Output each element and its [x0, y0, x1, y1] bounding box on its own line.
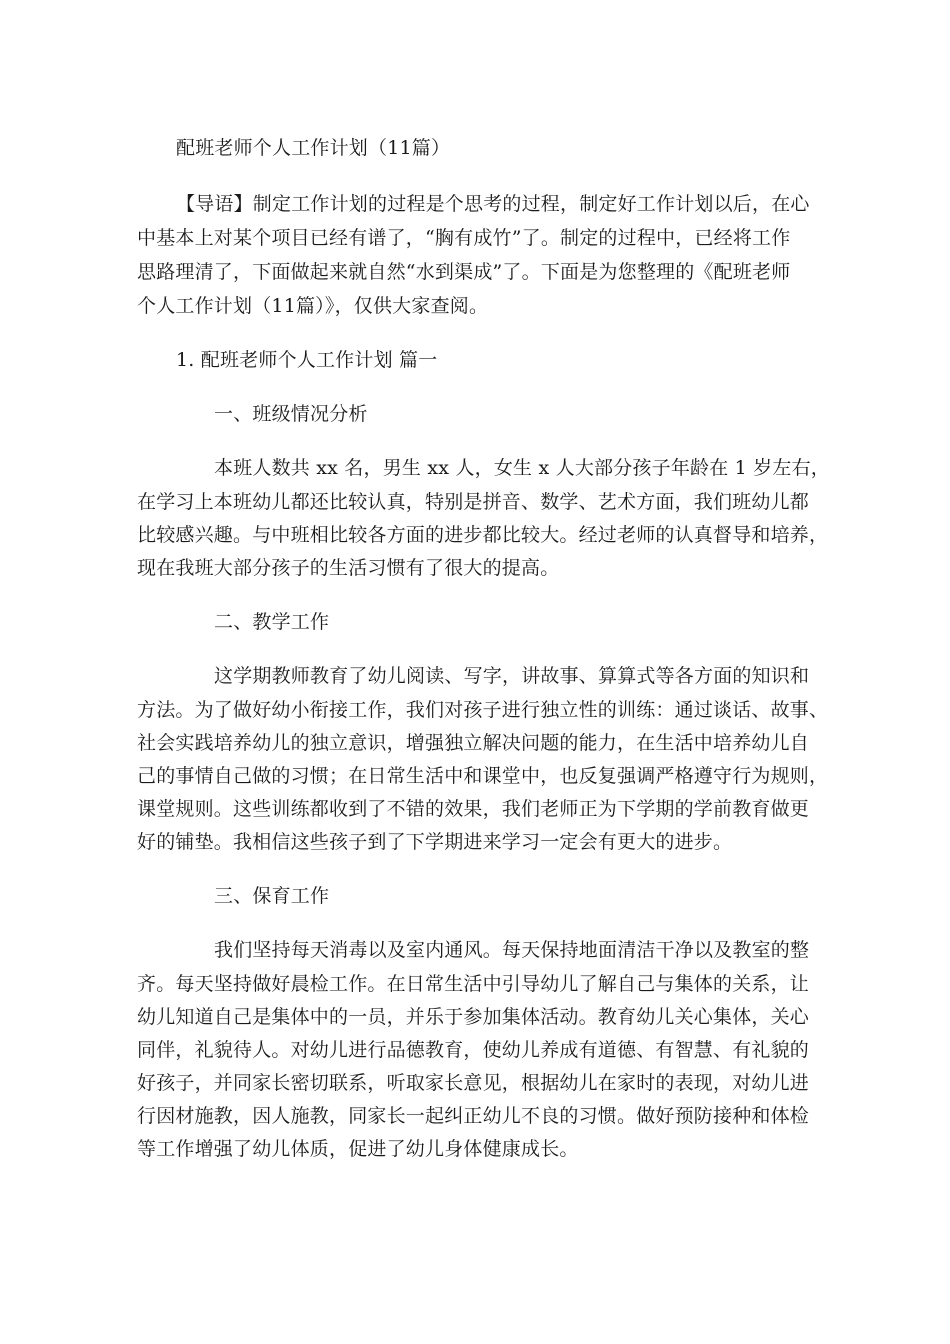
intro-line: 中基本上对某个项目已经有谱了，“胸有成竹”了。制定的过程中，已经将工作	[137, 227, 791, 249]
paragraph-line: 现在我班大部分孩子的生活习惯有了很大的提高。	[137, 557, 560, 579]
paragraph-line: 社会实践培养幼儿的独立意识，增强独立解决问题的能力，在生活中培养幼儿自	[137, 732, 810, 754]
paragraph-line: 齐。每天坚持做好晨检工作。在日常生活中引导幼儿了解自己与集体的关系，让	[137, 973, 810, 995]
chapter-heading: 1. 配班老师个人工作计划 篇一	[176, 349, 438, 371]
paragraph-line: 好孩子，并同家长密切联系，听取家长意见，根据幼儿在家时的表现，对幼儿进	[137, 1072, 810, 1094]
paragraph-line: 本班人数共 xx 名，男生 xx 人，女生 x 人大部分孩子年龄在 1 岁左右，	[214, 457, 830, 479]
paragraph-line: 等工作增强了幼儿体质，促进了幼儿身体健康成长。	[137, 1138, 579, 1160]
paragraph-line: 幼儿知道自己是集体中的一员，并乐于参加集体活动。教育幼儿关心集体，关心	[137, 1006, 810, 1028]
paragraph-line: 好的铺垫。我相信这些孩子到了下学期进来学习一定会有更大的进步。	[137, 831, 733, 853]
section-heading: 二、教学工作	[214, 611, 330, 633]
paragraph-line: 行因材施教，因人施教，同家长一起纠正幼儿不良的习惯。做好预防接种和体检	[137, 1105, 810, 1127]
intro-line: 个人工作计划（11篇）》，仅供大家查阅。	[137, 295, 489, 317]
paragraph-line: 方法。为了做好幼小衔接工作，我们对孩子进行独立性的训练：通过谈话、故事、	[137, 699, 829, 721]
paragraph-line: 己的事情自己做的习惯；在日常生活中和课堂中，也反复强调严格遵守行为规则，	[137, 765, 829, 787]
paragraph-line: 同伴，礼貌待人。对幼儿进行品德教育，使幼儿养成有道德、有智慧、有礼貌的	[137, 1039, 810, 1061]
paragraph-line: 我们坚持每天消毒以及室内通风。每天保持地面清洁干净以及教室的整	[214, 939, 810, 961]
section-heading: 一、班级情况分析	[214, 403, 368, 425]
paragraph-line: 比较感兴趣。与中班相比较各方面的进步都比较大。经过老师的认真督导和培养，	[137, 524, 829, 546]
section-heading: 三、保育工作	[214, 885, 330, 907]
intro-line: 思路理清了，下面做起来就自然“水到渠成”了。下面是为您整理的《配班老师	[137, 261, 791, 283]
paragraph-line: 课堂规则。这些训练都收到了不错的效果，我们老师正为下学期的学前教育做更	[137, 798, 810, 820]
paragraph-line: 这学期教师教育了幼儿阅读、写字，讲故事、算算式等各方面的知识和	[214, 665, 810, 687]
document-title: 配班老师个人工作计划（11篇）	[176, 137, 451, 159]
paragraph-line: 在学习上本班幼儿都还比较认真，特别是拼音、数学、艺术方面，我们班幼儿都	[137, 491, 810, 513]
intro-line: 【导语】制定工作计划的过程是个思考的过程，制定好工作计划以后，在心	[176, 193, 810, 215]
